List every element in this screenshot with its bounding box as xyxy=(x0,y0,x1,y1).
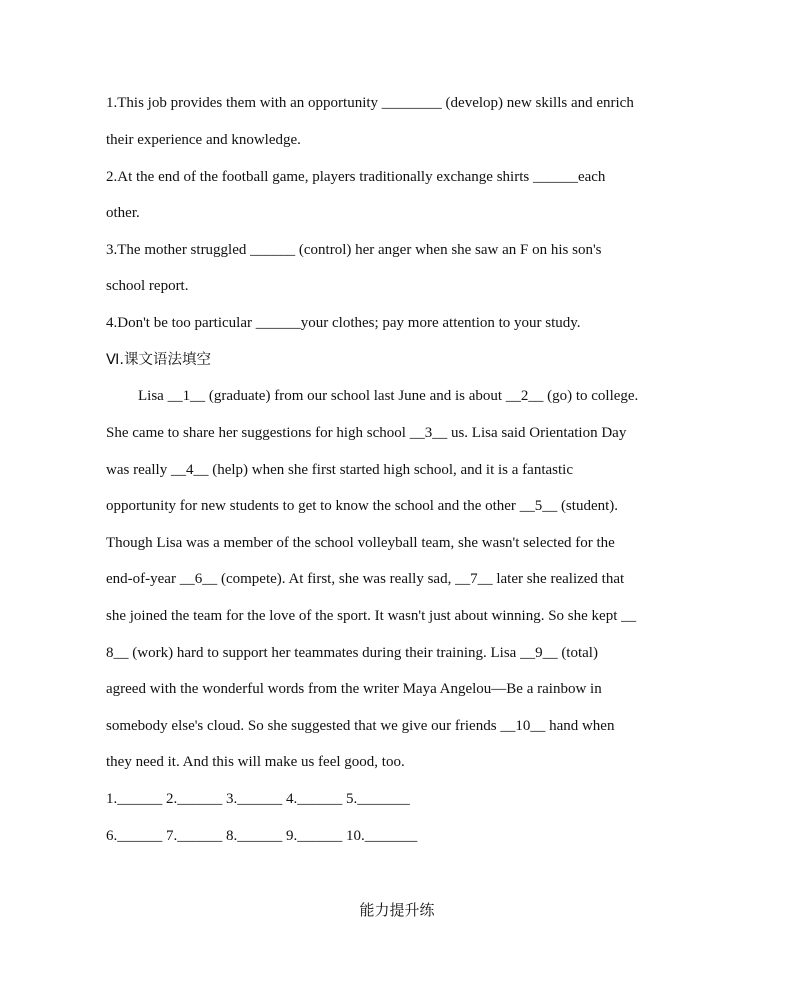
text: later she realized that xyxy=(492,571,625,587)
blank-9: __9__ xyxy=(520,645,558,661)
passage-line xyxy=(106,423,626,443)
text: end-of-year xyxy=(106,571,180,587)
footer-title: 能力提升练 xyxy=(359,901,435,919)
passage-line xyxy=(106,643,598,663)
text: (graduate) from our school last June and is about xyxy=(205,388,506,404)
blank-8: 8__ xyxy=(106,645,129,661)
blank-4: __4__ xyxy=(170,462,209,478)
section-title: Ⅵ.课文语法填空 xyxy=(106,352,211,368)
text: (student). xyxy=(557,498,619,514)
text: (compete). At first, she was really sad, xyxy=(217,571,456,587)
blank-6: __6__ xyxy=(179,571,218,587)
passage-line xyxy=(106,716,614,736)
text: somebody else's cloud. So she suggested that we give our friends xyxy=(106,718,501,734)
text: opportunity for new students to get to know the school and the other xyxy=(106,498,520,514)
passage-line xyxy=(106,569,624,589)
passage-line xyxy=(106,496,618,516)
text: (work) hard to support her teammates during their training. Lisa xyxy=(128,645,521,661)
exercise-line-4: other. xyxy=(106,205,140,221)
passage-line xyxy=(106,606,636,626)
blank-1: __1__ xyxy=(167,388,206,404)
text: (go) to college. xyxy=(543,388,639,404)
text: us. Lisa said Orientation Day xyxy=(447,425,627,441)
passage-line xyxy=(106,679,602,699)
text: (total) xyxy=(557,645,598,661)
exercise-line-1: 1.This job provides them with an opportunity ________ (develop) new skills and enrich xyxy=(106,95,634,111)
text: hand when xyxy=(545,718,615,734)
blank-3: __3__ xyxy=(409,425,448,441)
text: Though Lisa was a member of the school volleyball team, she wasn't selected for the xyxy=(106,535,615,551)
blank-7: __7__ xyxy=(455,571,493,587)
text: agreed with the wonderful words from the writer Maya Angelou—Be a rainbow in xyxy=(106,681,602,697)
exercise-line-6: school report. xyxy=(106,278,189,294)
blank-5: __5__ xyxy=(519,498,558,514)
blank-2: __2__ xyxy=(505,388,544,404)
text: Lisa xyxy=(138,388,168,404)
text: She came to share her suggestions for high school xyxy=(106,425,410,441)
answer-line-1: 1.______ 2.______ 3.______ 4.______ 5._______ xyxy=(106,791,410,807)
passage-line xyxy=(138,386,638,406)
text: (help) when she first started high school, and it is a fantastic xyxy=(208,462,573,478)
text: was really xyxy=(106,462,171,478)
text: she joined the team for the love of the sport. It wasn't just about winning. So she kept __ xyxy=(106,608,637,624)
answer-line-2: 6.______ 7.______ 8.______ 9.______ 10._______ xyxy=(106,828,418,844)
passage-line xyxy=(106,752,405,772)
blank-10: __10__ xyxy=(500,718,546,734)
passage-line xyxy=(106,533,615,553)
passage-line xyxy=(106,460,573,480)
exercise-line-3: 2.At the end of the football game, players traditionally exchange shirts ______each xyxy=(106,169,606,185)
exercise-line-5: 3.The mother struggled ______ (control) her anger when she saw an F on his son's xyxy=(106,242,602,258)
text: they need it. And this will make us feel good, too. xyxy=(106,754,405,770)
exercise-line-7: 4.Don't be too particular ______your clothes; pay more attention to your study. xyxy=(106,315,581,331)
exercise-line-2: their experience and knowledge. xyxy=(106,132,301,148)
